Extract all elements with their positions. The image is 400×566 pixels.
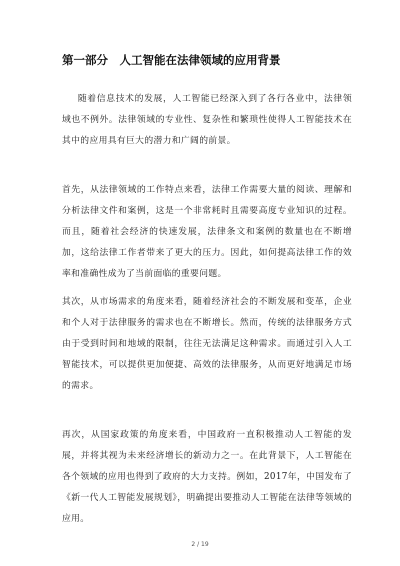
paragraph-intro: 随着信息技术的发展，人工智能已经深入到了各行各业中，法律领域也不例外。法律领域的专业性、复杂性和繁琐性使得人工智能技术在其中的应用具有巨大的潜力和广阔的前景。 (62, 93, 352, 146)
page-number: 2 / 19 (191, 541, 209, 548)
section-heading: 第一部分 人工智能在法律领域的应用背景 (62, 53, 281, 67)
paragraph-national-policy: 再次，从国家政策的角度来看，中国政府一直积极推动人工智能的发展，并将其视为未来经济增长的新动力之一。在此背景下，人工智能在各个领域的应用也得到了政府的大力支持。例如，2017年，中国发布了《新一代人工智能发展规划》，明确提出要推动人工智能在法律等领域的应用。 (62, 429, 352, 524)
paragraph-work-characteristics: 首先，从法律领域的工作特点来看，法律工作需要大量的阅读、理解和分析法律文件和案例，这是一个非常耗时且需要高度专业知识的过程。而且，随着社会经济的快速发展，法律条文和案例的数量也在不断增加，这给法律工作者带来了更大的压力。因此，如何提高法律工作的效率和准确性成为了当前面临的重要问题。 (62, 184, 352, 279)
paragraph-market-demand: 其次，从市场需求的角度来看，随着经济社会的不断发展和变革，企业和个人对于法律服务的需求也在不断增长。然而，传统的法律服务方式由于受到时间和地域的限制，往往无法满足这种需求。而通过引入人工智能技术，可以提供更加便捷、高效的法律服务，从而更好地满足市场的需求。 (62, 296, 352, 391)
